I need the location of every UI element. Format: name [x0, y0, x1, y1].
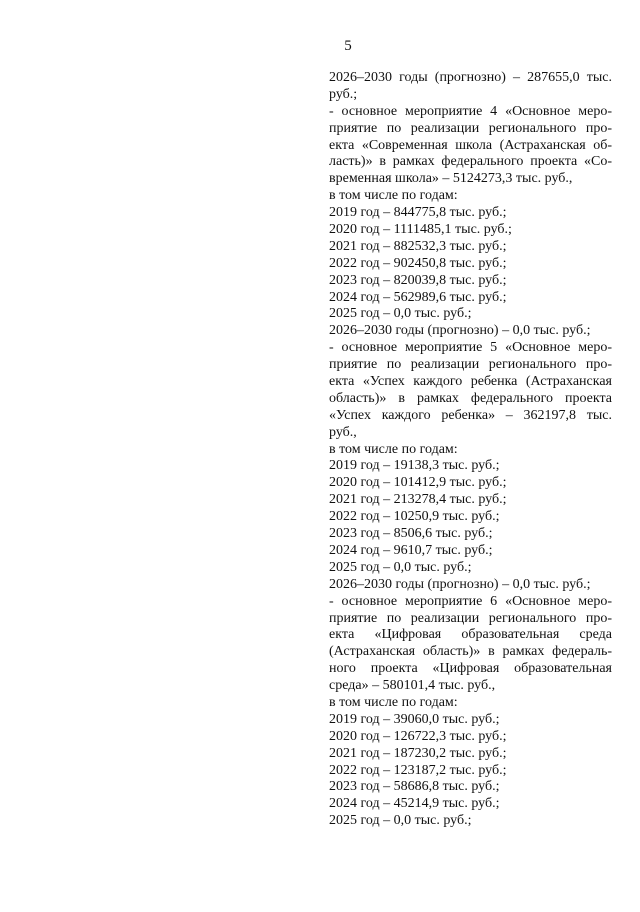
text-column [329, 70, 612, 830]
text-line: 2025 год – 0,0 тыс. руб.; [329, 559, 472, 575]
text-line: в том числе по годам: [329, 188, 458, 204]
text-line: 2025 год – 0,0 тыс. руб.; [329, 813, 472, 829]
text-line: приятие по реализации регионального про- [329, 357, 612, 373]
text-line: - основное мероприятие 6 «Основное меро- [329, 593, 612, 609]
text-line: (Астраханская область)» в рамках федераль- [329, 644, 612, 660]
text-line: ного проекта «Цифровая образовательная [329, 661, 612, 677]
text-line: среда» – 580101,4 тыс. руб., [329, 678, 496, 694]
text-line: - основное мероприятие 5 «Основное меро- [329, 340, 612, 356]
text-line: 2022 год – 123187,2 тыс. руб.; [329, 762, 507, 778]
text-line: 2022 год – 902450,8 тыс. руб.; [329, 255, 507, 271]
text-line: руб.; [329, 86, 358, 102]
text-line: временная школа» – 5124273,3 тыс. руб., [329, 171, 573, 187]
text-line: 2026–2030 годы (прогнозно) – 0,0 тыс. руб.; [329, 576, 591, 592]
text-line: 2021 год – 187230,2 тыс. руб.; [329, 745, 507, 761]
text-line: 2025 год – 0,0 тыс. руб.; [329, 306, 472, 322]
text-line: приятие по реализации регионального про- [329, 120, 612, 136]
text-line: екта «Цифровая образовательная среда [329, 627, 612, 643]
text-line: 2019 год – 39060,0 тыс. руб.; [329, 711, 500, 727]
text-line: область)» в рамках федерального проекта [329, 390, 612, 406]
text-line: 2019 год – 844775,8 тыс. руб.; [329, 205, 507, 221]
text-line: 2026–2030 годы (прогнозно) – 0,0 тыс. руб.; [329, 323, 591, 339]
text-line: «Успех каждого ребенка» – 362197,8 тыс. [329, 407, 612, 423]
text-line: 2023 год – 8506,6 тыс. руб.; [329, 526, 493, 542]
text-line: 2020 год – 101412,9 тыс. руб.; [329, 475, 507, 491]
text-line: в том числе по годам: [329, 694, 458, 710]
text-line: екта «Современная школа (Астраханская об- [329, 137, 612, 153]
text-line: 2021 год – 213278,4 тыс. руб.; [329, 492, 507, 508]
text-line: екта «Успех каждого ребенка (Астраханская [329, 374, 612, 390]
text-line: 2023 год – 820039,8 тыс. руб.; [329, 272, 507, 288]
text-line: 2024 год – 562989,6 тыс. руб.; [329, 289, 507, 305]
text-line: 2023 год – 58686,8 тыс. руб.; [329, 779, 500, 795]
text-line: 2021 год – 882532,3 тыс. руб.; [329, 238, 507, 254]
text-line: 2024 год – 45214,9 тыс. руб.; [329, 796, 500, 812]
page-number: 5 [344, 38, 352, 54]
text-line: 2026–2030 годы (прогнозно) – 287655,0 тыс. [329, 70, 612, 85]
text-line: 2024 год – 9610,7 тыс. руб.; [329, 542, 493, 558]
text-line: в том числе по годам: [329, 441, 458, 457]
text-line: приятие по реализации регионального про- [329, 610, 612, 626]
text-line: 2022 год – 10250,9 тыс. руб.; [329, 509, 500, 525]
text-line: 2020 год – 126722,3 тыс. руб.; [329, 728, 507, 744]
text-line: 2019 год – 19138,3 тыс. руб.; [329, 458, 500, 474]
text-line: - основное мероприятие 4 «Основное меро- [329, 103, 612, 119]
text-line: ласть)» в рамках федерального проекта «Со- [329, 154, 612, 170]
text-line: 2020 год – 1111485,1 тыс. руб.; [329, 222, 512, 238]
text-line: руб., [329, 424, 357, 440]
